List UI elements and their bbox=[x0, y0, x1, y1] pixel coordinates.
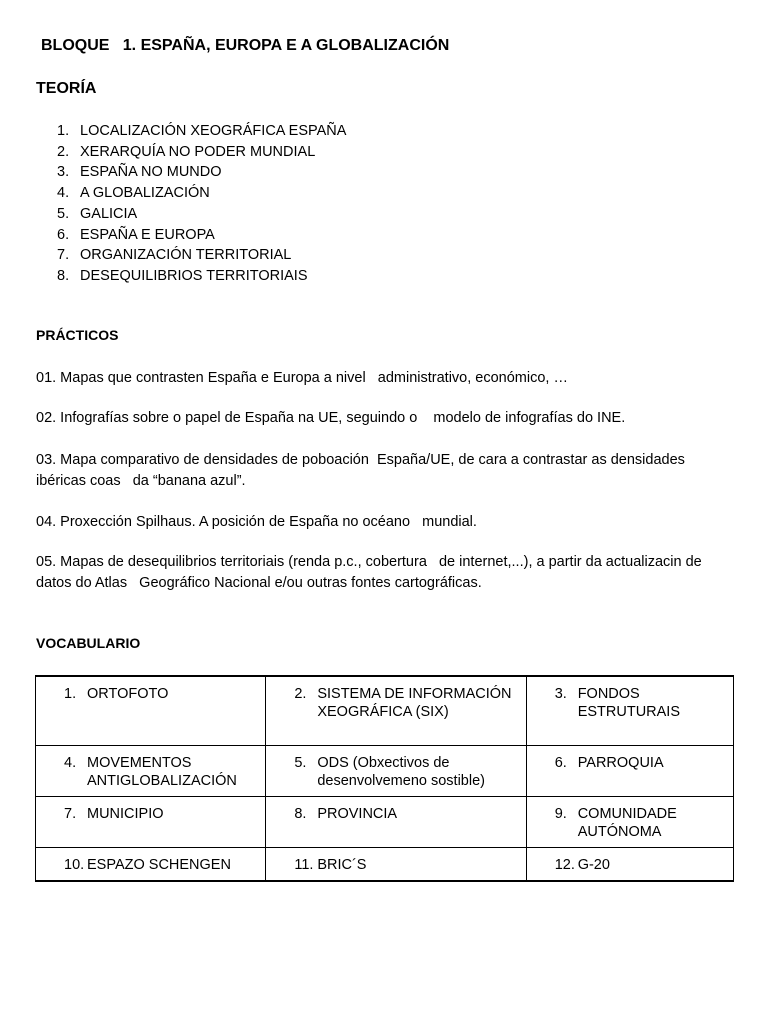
theory-item-number: 3. bbox=[57, 164, 70, 181]
theory-item-text: GALICIA bbox=[80, 205, 138, 222]
vocabulary-number: 5. bbox=[294, 754, 307, 771]
vocabulary-term: PROVINCIA bbox=[317, 805, 398, 822]
theory-item-number: 8. bbox=[57, 267, 70, 284]
vocabulary-cell bbox=[36, 847, 266, 881]
theory-item bbox=[36, 225, 346, 246]
vocabulary-term: BRIC´S bbox=[317, 856, 367, 873]
vocabulary-cell bbox=[526, 796, 733, 847]
vocabulary-cell bbox=[266, 847, 526, 881]
vocabulary-number: 4. bbox=[64, 754, 77, 771]
vocabulary-table bbox=[35, 675, 734, 882]
vocabulary-cell bbox=[266, 796, 526, 847]
practice-item: 03. Mapa comparativo de densidades de poboación España/UE, de cara a contrastar as densidades ibéricas coas da “banana azul”. bbox=[36, 452, 689, 489]
theory-item-number: 7. bbox=[57, 247, 70, 264]
theory-item-text: ORGANIZACIÓN TERRITORIAL bbox=[80, 247, 292, 264]
practice-item: 05. Mapas de desequilibrios territoriais (renda p.c., cobertura de internet,...), a partir da actualizacin de datos do Atlas Geográfico Nacional e/ou outras fontes cartográficas. bbox=[36, 554, 706, 591]
theory-heading: TEORÍA bbox=[36, 80, 97, 97]
theory-item bbox=[36, 266, 346, 287]
table-row bbox=[36, 847, 734, 881]
theory-item-number: 6. bbox=[57, 226, 70, 243]
practice-heading: PRÁCTICOS bbox=[36, 327, 119, 343]
vocabulary-term: ORTOFOTO bbox=[87, 686, 169, 702]
vocabulary-term: ODS (Obxectivos de desenvolvemeno sostible) bbox=[317, 754, 485, 789]
theory-list bbox=[36, 121, 346, 287]
vocabulary-number: 11. bbox=[294, 856, 314, 873]
vocabulary-number: 3. bbox=[554, 686, 567, 702]
theory-item-number: 4. bbox=[57, 185, 70, 202]
vocabulary-term: SISTEMA DE INFORMACIÓN XEOGRÁFICA (SIX) bbox=[317, 686, 512, 720]
vocabulary-cell bbox=[36, 745, 266, 796]
document-title: BLOQUE 1. ESPAÑA, EUROPA E A GLOBALIZACIÓN bbox=[41, 37, 450, 54]
table-row bbox=[36, 676, 734, 745]
vocabulary-term: PARROQUIA bbox=[577, 754, 664, 771]
theory-item-number: 5. bbox=[57, 205, 70, 222]
theory-item bbox=[36, 245, 346, 266]
vocabulary-number: 10. bbox=[64, 856, 85, 873]
theory-item bbox=[36, 121, 346, 142]
vocabulary-number: 7. bbox=[64, 805, 77, 822]
table-row bbox=[36, 796, 734, 847]
theory-item-text: DESEQUILIBRIOS TERRITORIAIS bbox=[80, 267, 308, 284]
theory-item bbox=[36, 183, 346, 204]
theory-item-number: 2. bbox=[57, 143, 70, 160]
vocabulary-term: G-20 bbox=[577, 856, 610, 873]
vocabulary-number: 9. bbox=[554, 805, 567, 822]
vocabulary-term: COMUNIDADE AUTÓNOMA bbox=[577, 805, 677, 840]
theory-item bbox=[36, 162, 346, 183]
vocabulary-cell bbox=[266, 676, 526, 745]
vocabulary-term: MUNICIPIO bbox=[87, 805, 164, 822]
vocabulary-term: ESPAZO SCHENGEN bbox=[87, 856, 231, 873]
vocabulary-heading: VOCABULARIO bbox=[36, 635, 141, 651]
vocabulary-cell bbox=[266, 745, 526, 796]
practice-item: 04. Proxección Spilhaus. A posición de España no océano mundial. bbox=[36, 514, 477, 530]
practice-item: 01. Mapas que contrasten España e Europa a nivel administrativo, económico, … bbox=[36, 370, 568, 386]
vocabulary-number: 1. bbox=[64, 686, 77, 702]
vocabulary-term: MOVEMENTOS ANTIGLOBALIZACIÓN bbox=[87, 754, 237, 789]
vocabulary-cell bbox=[36, 796, 266, 847]
vocabulary-term: FONDOS ESTRUTURAIS bbox=[577, 686, 681, 720]
vocabulary-cell bbox=[526, 745, 733, 796]
vocabulary-number: 8. bbox=[294, 805, 307, 822]
theory-item bbox=[36, 204, 346, 225]
vocabulary-number: 6. bbox=[554, 754, 567, 771]
vocabulary-number: 2. bbox=[294, 686, 307, 702]
theory-item-text: ESPAÑA E EUROPA bbox=[80, 226, 215, 243]
vocabulary-number: 12. bbox=[554, 856, 575, 873]
vocabulary-cell bbox=[526, 847, 733, 881]
theory-item-text: XERARQUÍA NO PODER MUNDIAL bbox=[80, 143, 316, 160]
practice-item: 02. Infografías sobre o papel de España na UE, seguindo o modelo de infografías do INE. bbox=[36, 410, 626, 426]
theory-item-text: A GLOBALIZACIÓN bbox=[80, 185, 210, 202]
table-row bbox=[36, 745, 734, 796]
theory-item-number: 1. bbox=[57, 123, 70, 139]
vocabulary-cell bbox=[526, 676, 733, 745]
theory-item-text: LOCALIZACIÓN XEOGRÁFICA ESPAÑA bbox=[80, 123, 347, 139]
theory-item-text: ESPAÑA NO MUNDO bbox=[80, 164, 222, 181]
theory-item bbox=[36, 142, 346, 163]
vocabulary-cell bbox=[36, 676, 266, 745]
